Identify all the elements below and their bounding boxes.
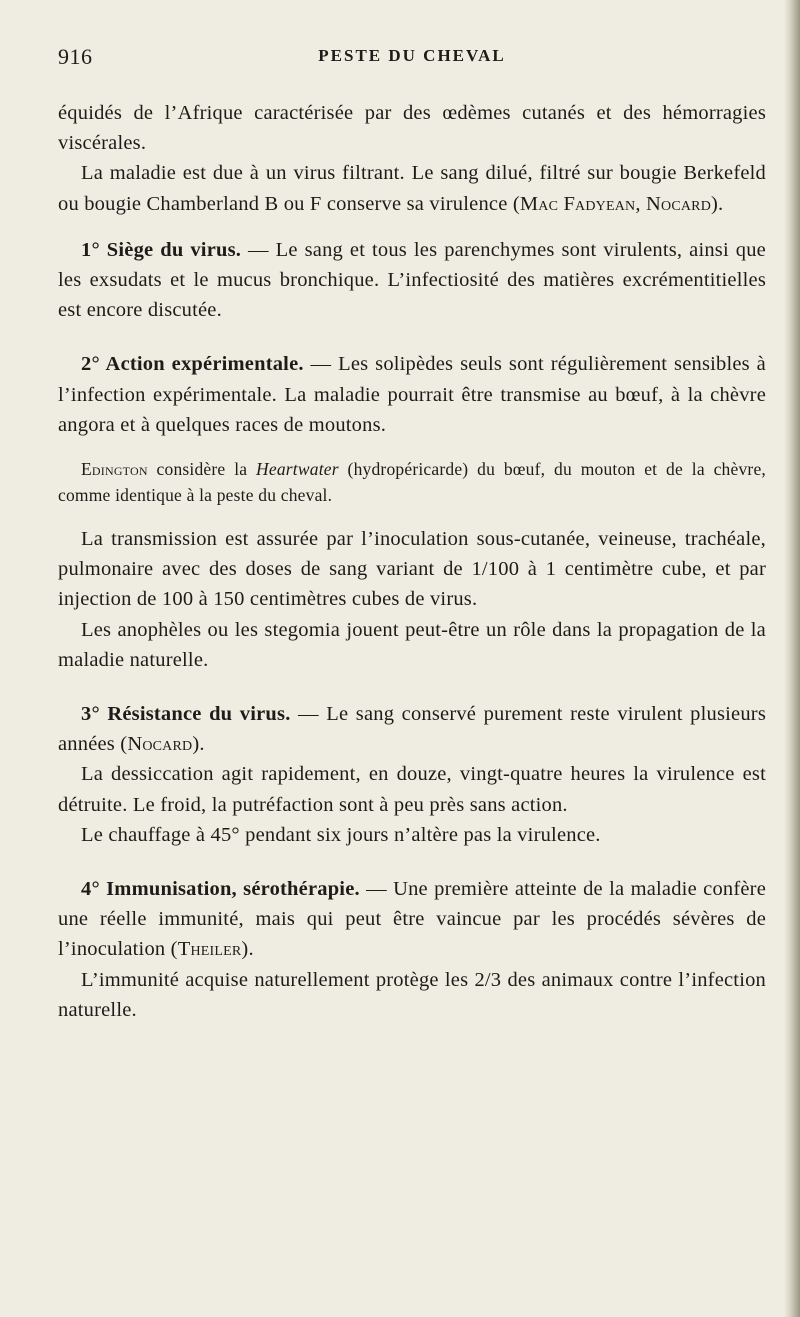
paragraph-virus-end: ). [711,192,724,215]
section-text-immunisation: — Une première atteinte de la maladie confère une réelle immunité, mais qui peut être vaincue par les procédés sévères de l’inoculation ( [58,878,767,961]
note-text-1: considère la [147,459,257,480]
page-edge-shadow [784,0,800,1317]
section-text-action: — Les solipèdes seuls sont régulièrement sensibles à l’infection expérimentale. La maladie pourrait être transmise au bœuf, à la chèvre angora et à quelques races de moutons. [58,353,766,436]
section-action [58,349,766,440]
section-title-action: 2° Action expérimentale. [81,353,304,376]
section-title-siege: 1° Siège du virus. [81,238,242,261]
note-author: Edington [81,459,148,480]
running-title: PESTE DU CHEVAL [318,46,506,65]
author-citation-theiler: Theiler [177,938,242,961]
page-body [58,98,766,1025]
section-text-immunisation-end: ). [241,938,254,961]
paragraph-virus [58,158,766,218]
paragraph-anopheles: Les anophèles ou les stegomia jouent peut-être un rôle dans la propagation de la maladie naturelle. [58,618,766,671]
paragraph-immunite: L’immunité acquise naturellement protège les 2/3 des animaux contre l’infection naturelle. [58,968,766,1021]
author-citation-nocard: Nocard [127,733,193,756]
section-resistance [58,699,766,759]
section-title-resistance: 3° Résistance du virus. [81,703,291,726]
section-title-immunisation: 4° Immunisation, sérothérapie. [81,878,360,901]
section-immunisation [58,874,766,965]
paragraph-virus-text: La maladie est due à un virus filtrant. Le sang dilué, filtré sur bougie Berkefeld ou bougie Chamberland B ou F conserve sa virulence ( [58,162,766,215]
section-siege [58,235,766,326]
page-number: 916 [58,44,93,69]
section-text-resistance-end: ). [192,733,205,756]
section-text-resistance: — Le sang conservé purement reste virulent plusieurs années ( [58,703,767,756]
paragraph-chauffage: Le chauffage à 45° pendant six jours n’altère pas la virulence. [81,823,601,846]
paragraph-intro: équidés de l’Afrique caractérisée par des œdèmes cutanés et des hémorragies viscérales. [58,102,766,155]
note-term: Heartwater [256,459,339,480]
note-edington [58,456,766,508]
page-header [58,44,766,78]
author-citation: Mac Fadyean, Nocard [519,192,712,215]
paragraph-dessiccation: La dessiccation agit rapidement, en douze, vingt-quatre heures la virulence est détruite. Le froid, la putréfaction sont à peu près sans action. [58,763,766,816]
section-text-siege: — Le sang et tous les parenchymes sont virulents, ainsi que les exsudats et le mucus bronchique. L’infectiosité des matières excrémentitielles est encore discutée. [58,238,766,322]
note-text-2: (hydropéricarde) du bœuf, du mouton et de la chèvre, comme identique à la peste du cheval. [58,459,766,506]
paragraph-transmission: La transmission est assurée par l’inoculation sous-cutanée, veineuse, trachéale, pulmonaire avec des doses de sang variant de 1/100 à 1 centimètre cube, et par injection de 100 à 150 centimètres cubes de virus. [58,528,766,611]
